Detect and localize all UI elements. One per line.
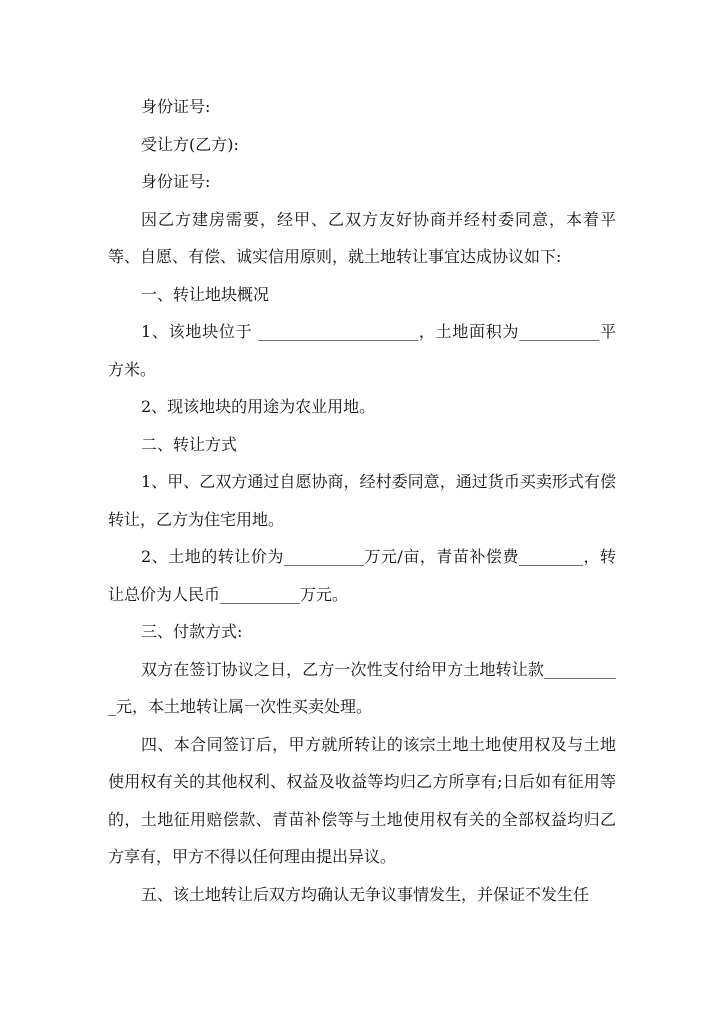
section-4-rights: 四、本合同签订后，甲方就所转让的该宗土地土地使用权及与土地使用权有关的其他权利、权益及收益等均归乙方所享有;日后如有征用等的，土地征用赔偿款、青苗补偿等与土地使用权有关的全部权益均归乙方享有，甲方不得以任何理由提出异议。 [108,734,616,866]
document-body [108,88,616,913]
section-2-heading: 二、转让方式 [141,434,238,454]
section-5-dispute: 五、该土地转让后双方均确认无争议事情发生，并保证不发生任 [141,884,590,904]
section-1-heading: 一、转让地块概况 [141,284,270,304]
clause-2-2-price: 2、土地的转让价为__________万元/亩，青苗补偿费________，转让总价为人民币__________万元。 [108,547,616,604]
preamble-paragraph: 因乙方建房需要，经甲、乙双方友好协商并经村委同意，本着平等、自愿、有偿、诚实信用原则，就土地转让事宜达成协议如下: [108,209,616,266]
clause-2-1-method: 1、甲、乙双方通过自愿协商，经村委同意，通过货币买卖形式有偿转让，乙方为住宅用地。 [108,472,616,529]
clause-1-2-usage: 2、现该地块的用途为农业用地。 [141,397,376,416]
transferee-label: 受让方(乙方): [141,134,239,154]
id-number-label-2: 身份证号: [141,172,211,191]
id-number-label-1: 身份证号: [141,97,211,116]
section-3-heading: 三、付款方式: [141,622,243,641]
clause-1-1-location: 1、该地块位于 ____________________，土地面积为__________平方米。 [108,322,616,379]
payment-clause: 双方在签订协议之日，乙方一次性支付给甲方土地转让款__________元，本土地转让属一次性买卖处理。 [108,659,616,716]
